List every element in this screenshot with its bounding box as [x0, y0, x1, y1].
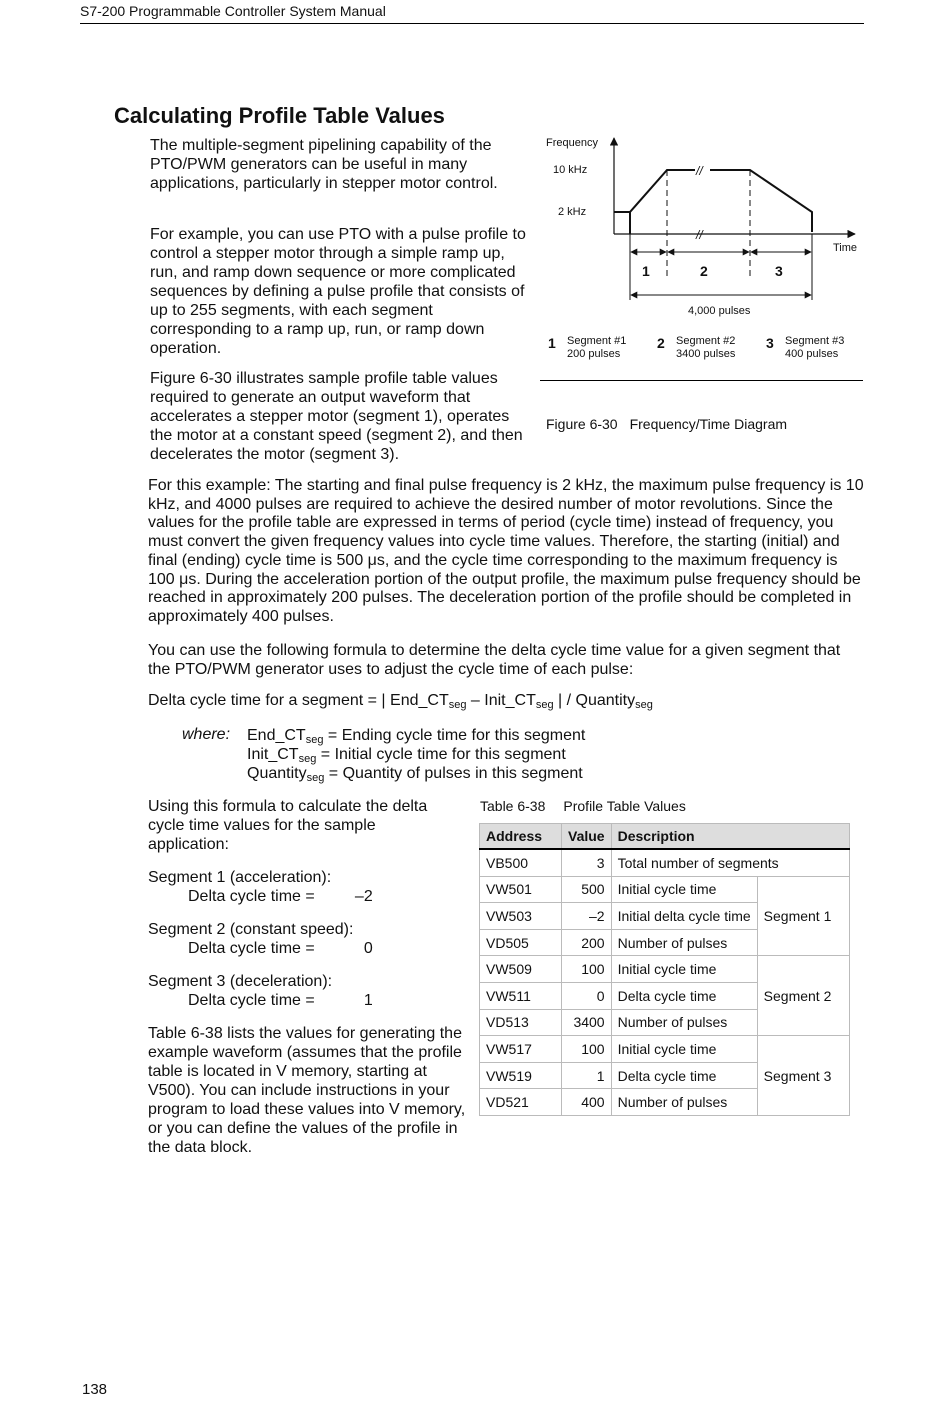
table-cell: 3400: [562, 1009, 612, 1036]
table-cell: VW501: [480, 876, 562, 903]
section-title: Calculating Profile Table Values: [114, 103, 445, 128]
table-cell: 3: [562, 849, 612, 876]
table-cell: –2: [562, 903, 612, 930]
table-caption: [480, 798, 686, 814]
table-cell: VW509: [480, 956, 562, 983]
region-label-2: 2: [700, 263, 708, 279]
table-description-paragraph: Table 6-38 lists the values for generating the example waveform (assumes that the profile table is located in V memory, starting at V500). You can include instructions in your program to load these values into V memory, or you can define the values of the profile in the data block.: [148, 1025, 466, 1156]
table-header-row: [480, 824, 850, 850]
table-caption-text: Profile Table Values: [563, 798, 686, 814]
svg-text:2: 2: [657, 335, 665, 351]
calc-intro-paragraph: Using this formula to calculate the delta cycle time values for the sample application:: [148, 798, 428, 853]
table-row: [480, 1036, 850, 1063]
legend-segment-2: [657, 335, 736, 360]
header-address: Address: [480, 824, 562, 850]
group-segment-2: Segment 2: [757, 956, 849, 1036]
legend-segment-1: [548, 335, 626, 360]
definition-init-ct: $Init\_CT_{seg}$ = Initial cycle time for this segment: [247, 746, 566, 765]
table-cell: VD513: [480, 1009, 562, 1036]
break-mark-axis: //: [696, 228, 703, 242]
header-value: Value: [562, 824, 612, 850]
svg-text:1: 1: [548, 335, 556, 351]
table-cell: 400: [562, 1089, 612, 1116]
segment-2-calc: Segment 2 (constant speed): Delta cycle time = 0: [148, 921, 373, 957]
figure-number: Figure 6-30: [546, 416, 618, 432]
table-cell: VW511: [480, 982, 562, 1009]
table-cell: Initial cycle time: [611, 876, 757, 903]
table-cell: VD505: [480, 929, 562, 956]
table-cell: VW519: [480, 1062, 562, 1089]
table-cell: 500: [562, 876, 612, 903]
table-cell: Delta cycle time: [611, 982, 757, 1009]
figure-rule: [540, 380, 863, 381]
table-cell: 100: [562, 956, 612, 983]
table-cell: Initial delta cycle time: [611, 903, 757, 930]
profile-table: [479, 823, 850, 1116]
frequency-profile-line-right: [710, 170, 812, 232]
svg-text:Segment #3: Segment #3: [785, 335, 845, 347]
table-cell: Total number of segments: [611, 849, 849, 876]
legend-segment-3: [766, 335, 844, 360]
table-cell: 200: [562, 929, 612, 956]
table-cell: Number of pulses: [611, 1009, 757, 1036]
svg-text:400 pulses: 400 pulses: [785, 348, 839, 360]
group-segment-3: Segment 3: [757, 1036, 849, 1116]
break-mark-top: //: [696, 164, 703, 178]
delta-cycle-formula: Delta cycle time for a segment = | $End\_CT_{seg}$ – $Init\_CT_{seg}$ | / Quantity$_{seg}$: [148, 692, 653, 711]
svg-text:3: 3: [766, 335, 774, 351]
segment-3-calc: Segment 3 (deceleration): Delta cycle time = 1: [148, 973, 373, 1009]
svg-text:200 pulses: 200 pulses: [567, 348, 621, 360]
table-row: [480, 876, 850, 903]
table-cell: Initial cycle time: [611, 956, 757, 983]
table-cell: Number of pulses: [611, 1089, 757, 1116]
table-row: [480, 956, 850, 983]
table-cell: Initial cycle time: [611, 1036, 757, 1063]
tick-label-2khz: 2 kHz: [558, 206, 587, 218]
group-segment-1: Segment 1: [757, 876, 849, 956]
y-axis-label: Frequency: [546, 137, 598, 149]
table-cell: VB500: [480, 849, 562, 876]
header-rule: [80, 23, 864, 24]
table-row: [480, 849, 850, 876]
intro-paragraph: The multiple-segment pipelining capability of the PTO/PWM generators can be useful in many applications, particularly in stepper motor control.: [150, 137, 498, 192]
table-cell: 1: [562, 1062, 612, 1089]
table-cell: Delta cycle time: [611, 1062, 757, 1089]
formula-definitions: [247, 726, 585, 783]
definition-quantity: Quantity$_{seg}$ = Quantity of pulses in this segment: [247, 765, 583, 784]
table-cell: 0: [562, 982, 612, 1009]
table-cell: VW503: [480, 903, 562, 930]
table-cell: VD521: [480, 1089, 562, 1116]
frequency-profile-line: [614, 170, 695, 232]
page-number: 138: [82, 1381, 108, 1398]
formula-intro-paragraph: You can use the following formula to determine the delta cycle time value for a given segment that the PTO/PWM generator uses to adjust the cycle time of each pulse:: [148, 642, 841, 678]
x-axis-label: Time: [833, 242, 858, 254]
table-cell: VW517: [480, 1036, 562, 1063]
segment-1-calc: Segment 1 (acceleration): Delta cycle time = –2: [148, 869, 373, 905]
table-cell: 100: [562, 1036, 612, 1063]
figure-reference-paragraph: Figure 6-30 illustrates sample profile table values required to generate an output waveform that accelerates a stepper motor (segment 1), operates the motor at a constant speed (segment 2), and then decelerates the motor (segment 3).: [150, 370, 523, 463]
region-label-1: 1: [642, 263, 650, 279]
where-label: where:: [182, 726, 231, 743]
svg-text:3400 pulses: 3400 pulses: [676, 348, 736, 360]
example-paragraph: For example, you can use PTO with a pulse profile to control a stepper motor through a simple ramp up, run, and ramp down sequence or more complicated sequences by defining a pulse profile that consists of up to 255 segments, with each segment corresponding to a ramp up, run, or ramp down operation.: [150, 226, 526, 357]
table-number: Table 6-38: [480, 798, 546, 814]
total-pulses-label: 4,000 pulses: [688, 305, 751, 317]
frequency-time-diagram: [540, 130, 865, 375]
definition-end-ct: $End\_CT_{seg}$ = Ending cycle time for this segment: [247, 727, 586, 746]
example-details-paragraph: For this example: The starting and final pulse frequency is 2 kHz, the maximum pulse frequency is 10 kHz, and 4000 pulses are required to achieve the desired number of motor revolutions. Since the values for the profile table are expressed in terms of period (cycle time) instead of frequency, you must convert the given frequency values into cycle time values. Therefore, the starting (initial) and final (ending) cycle time is 500 μs, and the cycle time corresponding to the maximum frequency is 100 μs. During the acceleration portion of the output profile, the maximum pulse frequency should be reached in approximately 200 pulses. The deceleration portion of the profile should be completed in approximately 400 pulses.: [148, 477, 864, 625]
figure-caption-text: Frequency/Time Diagram: [629, 416, 788, 432]
svg-text:Segment #1: Segment #1: [567, 335, 627, 347]
table-cell: Number of pulses: [611, 929, 757, 956]
header-description: Description: [611, 824, 849, 850]
figure-caption: [546, 416, 787, 432]
tick-label-10khz: 10 kHz: [553, 164, 588, 176]
region-label-3: 3: [775, 263, 783, 279]
running-header: S7-200 Programmable Controller System Manual: [80, 3, 386, 19]
svg-text:Segment #2: Segment #2: [676, 335, 736, 347]
